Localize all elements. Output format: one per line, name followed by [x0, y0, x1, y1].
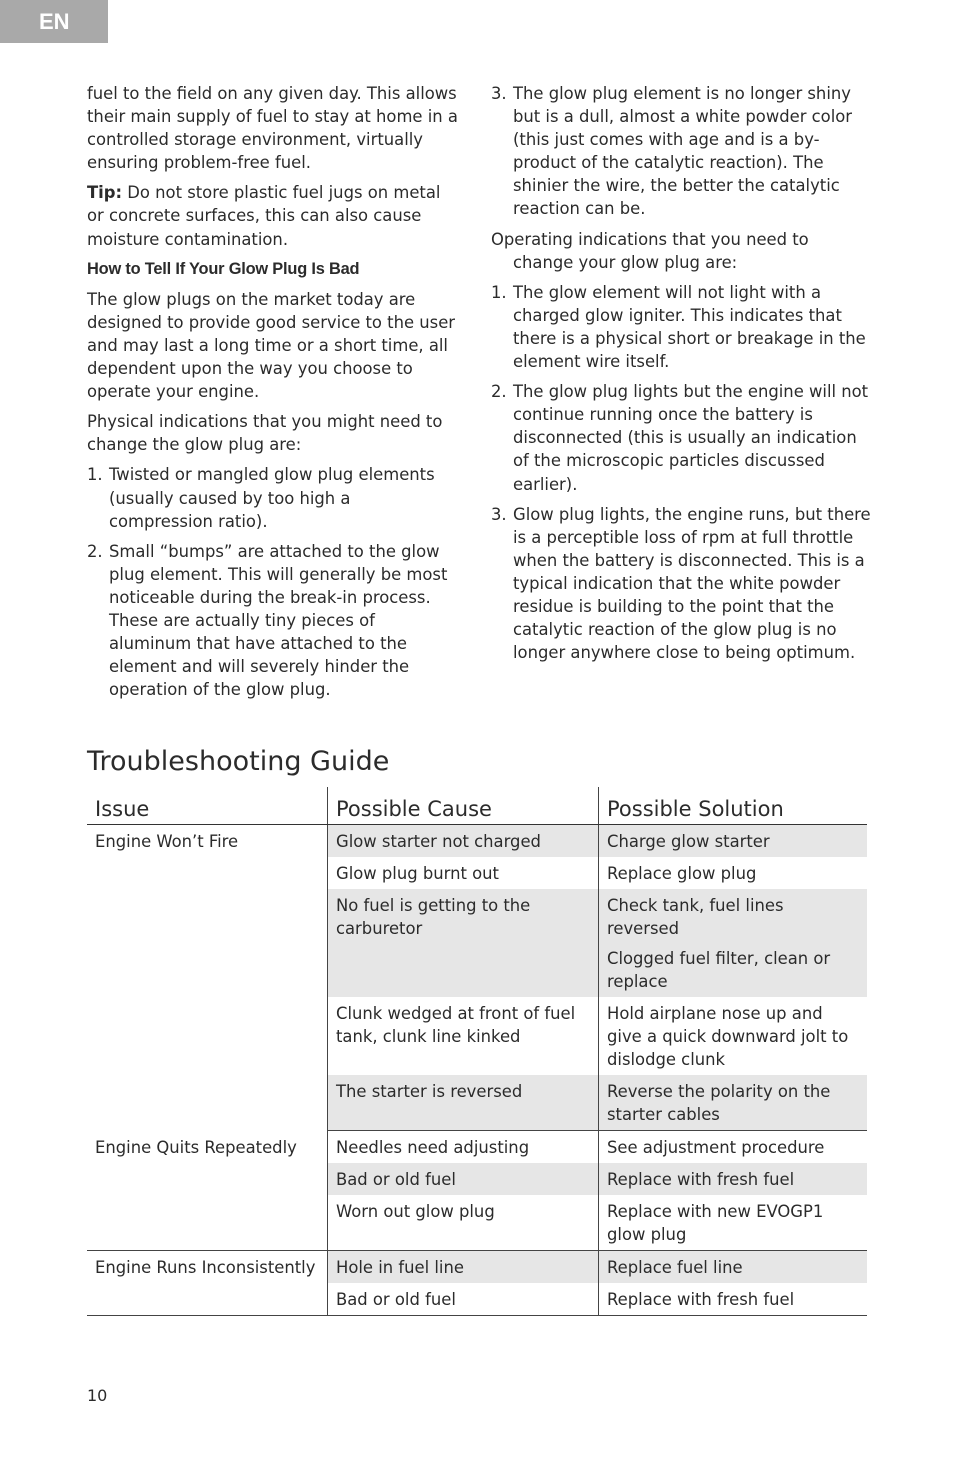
list-item-text: The glow plug element is no longer shiny but is a dull, almost a white powder color (this just comes with age and is a by-product of the catalytic reaction). The shinier the wire, the better the catalytic reaction can be.	[513, 84, 853, 219]
solution-text: Replace with new EVOGP1 glow plug	[607, 1202, 824, 1244]
header-cause: Possible Cause	[328, 787, 599, 825]
table-row	[87, 825, 867, 858]
solution-cell	[599, 997, 868, 1075]
language-tab: EN	[0, 0, 108, 43]
solution-cell	[599, 857, 868, 889]
cause-cell: Glow starter not charged	[328, 825, 599, 858]
list-item	[491, 82, 871, 221]
solution-text: Reverse the polarity on the starter cables	[607, 1082, 831, 1124]
table-row	[87, 1251, 867, 1284]
list-item	[491, 503, 871, 665]
physical-indications-intro: Physical indications that you might need to change the glow plug are:	[87, 412, 443, 455]
list-number: 1.	[87, 465, 103, 485]
table-header-row	[87, 787, 867, 825]
issue-cell: Engine Quits Repeatedly	[87, 1131, 328, 1251]
solution-cell	[599, 825, 868, 858]
cause-cell: Bad or old fuel	[328, 1163, 599, 1195]
solution-cell	[599, 1283, 868, 1316]
list-item-text: Glow plug lights, the engine runs, but there is a perceptible loss of rpm at full throttle when the battery is disconnected. This is a typical indication that the white powder residue is building to the point that the catalytic reaction of the glow plug is no longer anywhere close to being optimum.	[513, 504, 871, 663]
table-row	[87, 1131, 867, 1164]
list-item	[87, 463, 459, 532]
physical-indications-list	[87, 463, 459, 701]
tip-paragraph	[87, 181, 459, 250]
cause-cell: Clunk wedged at front of fuel tank, clunk line kinked	[328, 997, 599, 1075]
left-column	[87, 82, 459, 708]
troubleshooting-table	[87, 787, 867, 1316]
cause-cell: No fuel is getting to the carburetor	[328, 889, 599, 997]
header-solution: Possible Solution	[599, 787, 868, 825]
solution-text: Hold airplane nose up and give a quick downward jolt to dislodge clunk	[607, 1004, 849, 1069]
list-number: 2.	[491, 382, 507, 402]
solution-text: Replace fuel line	[607, 1258, 743, 1277]
solution-text: Replace with fresh fuel	[607, 1170, 795, 1189]
solution-text: See adjustment procedure	[607, 1138, 825, 1157]
cause-cell: The starter is reversed	[328, 1075, 599, 1131]
solution-text: Clogged fuel filter, clean or replace	[607, 949, 831, 991]
right-column	[491, 82, 871, 671]
solution-text: Replace glow plug	[607, 864, 757, 883]
solution-cell	[599, 1195, 868, 1251]
issue-cell: Engine Runs Inconsistently	[87, 1251, 328, 1316]
header-issue: Issue	[87, 787, 328, 825]
physical-indications-list-continued	[491, 82, 871, 221]
list-item-text: The glow plug lights but the engine will not continue running once the battery is disconnected (this is usually an indication of the microscopic particles discussed earlier).	[513, 382, 869, 494]
list-item	[491, 380, 871, 495]
tip-label: Tip:	[87, 183, 123, 203]
list-number: 3.	[491, 84, 507, 103]
cause-cell: Worn out glow plug	[328, 1195, 599, 1251]
solution-cell	[599, 1131, 868, 1164]
list-number: 3.	[491, 504, 507, 524]
glow-plug-paragraph: The glow plugs on the market today are designed to provide good service to the user and may last a long time or a short time, all dependent upon the way you choose to operate your engine.	[87, 289, 456, 402]
glow-plug-heading: How to Tell If Your Glow Plug Is Bad	[87, 259, 360, 278]
list-number: 2.	[87, 541, 103, 561]
list-item	[87, 540, 459, 702]
list-item-text: The glow element will not light with a charged glow igniter. This indicates that there is a physical short or breakage in the element wire itself.	[513, 282, 866, 372]
solution-cell	[599, 1251, 868, 1284]
list-item-text: Small “bumps” are attached to the glow plug element. This will generally be most noticeable during the break-in process. These are actually tiny pieces of aluminum that have attached to the element and will severely hinder the operation of the glow plug.	[109, 541, 448, 700]
solution-cell	[599, 1075, 868, 1131]
solution-cell	[599, 889, 868, 997]
operating-indications-list	[491, 281, 871, 665]
issue-cell: Engine Won’t Fire	[87, 825, 328, 1131]
solution-text: Charge glow starter	[607, 832, 770, 851]
solution-text: Replace with fresh fuel	[607, 1290, 795, 1309]
cause-cell: Needles need adjusting	[328, 1131, 599, 1164]
cause-cell: Hole in fuel line	[328, 1251, 599, 1284]
list-item	[491, 281, 871, 373]
operating-indications-intro: Operating indications that you need to change your glow plug are:	[491, 229, 809, 272]
solution-text: Check tank, fuel lines reversed	[607, 896, 784, 938]
tip-text: Do not store plastic fuel jugs on metal or concrete surfaces, this can also cause moisture contamination.	[87, 183, 441, 249]
section-title: Troubleshooting Guide	[87, 746, 390, 777]
cause-cell: Bad or old fuel	[328, 1283, 599, 1316]
solution-cell	[599, 1163, 868, 1195]
page-number: 10	[87, 1386, 108, 1405]
cause-cell: Glow plug burnt out	[328, 857, 599, 889]
intro-paragraph: fuel to the field on any given day. This allows their main supply of fuel to stay at home in a controlled storage environment, virtually ensuring problem-free fuel.	[87, 84, 458, 173]
list-number: 1.	[491, 282, 507, 302]
list-item-text: Twisted or mangled glow plug elements (usually caused by too high a compression ratio).	[109, 465, 435, 531]
